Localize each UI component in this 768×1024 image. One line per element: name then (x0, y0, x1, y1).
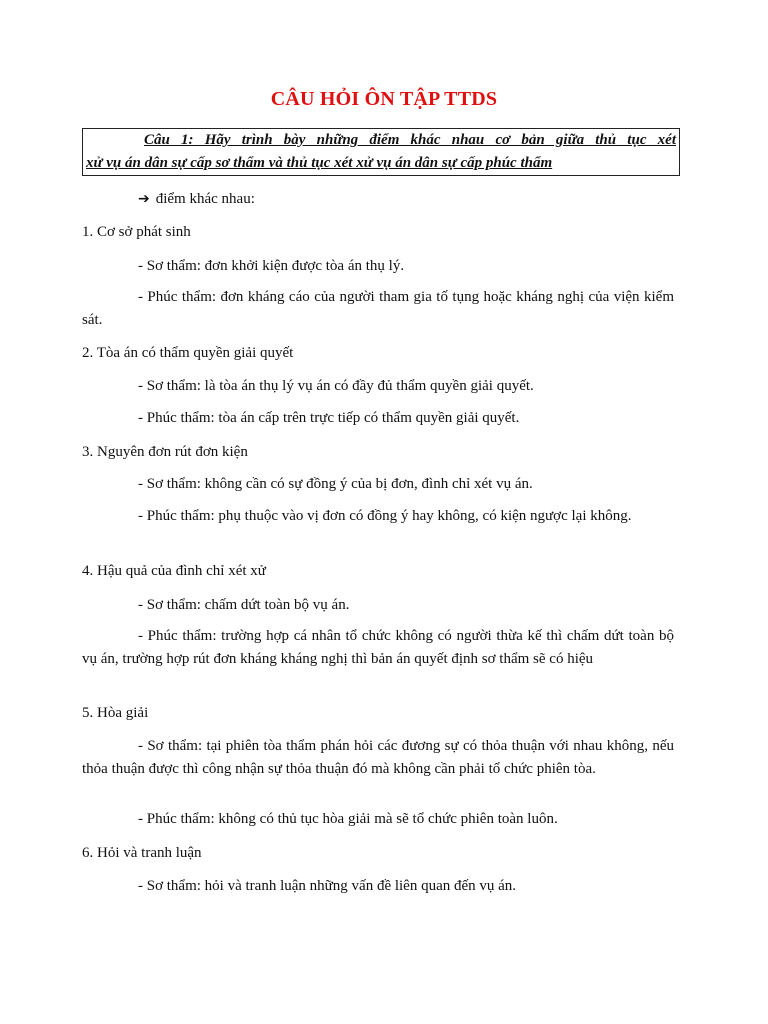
section-item: - Sơ thẩm: chấm dứt toàn bộ vụ án. (138, 597, 350, 613)
section-item: - Phúc thẩm: đơn kháng cáo của người tham gia tố tụng hoặc kháng nghị của viện kiểm sát. (82, 289, 674, 328)
intro-text: điểm khác nhau: (155, 191, 255, 207)
question-line-1: Câu 1: Hãy trình bày những điểm khác nhau cơ bản giữa thủ tục xét (144, 132, 676, 148)
section-heading: 2. Tòa án có thẩm quyền giải quyết (82, 345, 294, 361)
section-item: - Sơ thẩm: đơn khởi kiện được tòa án thụ lý. (138, 258, 405, 274)
question-box (82, 128, 680, 176)
section-heading: 5. Hòa giải (82, 705, 149, 721)
page-title: CÂU HỎI ÔN TẬP TTDS (270, 88, 498, 110)
section-item: - Sơ thẩm: là tòa án thụ lý vụ án có đầy đủ thẩm quyền giải quyết. (138, 378, 534, 394)
section-heading: 3. Nguyên đơn rút đơn kiện (82, 444, 248, 460)
question-line-2: xử vụ án dân sự cấp sơ thẩm và thủ tục xét xử vụ án dân sự cấp phúc thẩm (86, 155, 553, 171)
section-item: - Phúc thẩm: phụ thuộc vào vị đơn có đồng ý hay không, có kiện ngược lại không. (138, 508, 632, 524)
section-item: - Phúc thẩm: tòa án cấp trên trực tiếp có thẩm quyền giải quyết. (138, 410, 520, 426)
section-heading: 1. Cơ sở phát sinh (82, 224, 191, 240)
section-item: - Phúc thẩm: trường hợp cá nhân tổ chức không có người thừa kế thì chấm dứt toàn bộ vụ án, trường hợp rút đơn kháng kháng nghị thì bản án quyết định sơ thẩm sẽ có hiệu (82, 628, 674, 667)
section-item: - Sơ thẩm: hỏi và tranh luận những vấn đề liên quan đến vụ án. (138, 878, 517, 894)
section-item: - Sơ thẩm: tại phiên tòa thẩm phán hỏi các đương sự có thỏa thuận với nhau không, nếu thỏa thuận được thì công nhận sự thỏa thuận đó mà không cần phải tổ chức phiên tòa. (82, 738, 674, 777)
section-item: - Sơ thẩm: không cần có sự đồng ý của bị đơn, đình chỉ xét vụ án. (138, 476, 533, 492)
section-heading: 4. Hậu quả của đình chỉ xét xử (82, 563, 266, 579)
arrow-icon: ➔ (138, 191, 150, 207)
section-heading: 6. Hỏi và tranh luận (82, 845, 202, 861)
intro-line (82, 188, 674, 211)
section-item: - Phúc thẩm: không có thủ tục hòa giải mà sẽ tổ chức phiên toàn luôn. (138, 811, 558, 827)
